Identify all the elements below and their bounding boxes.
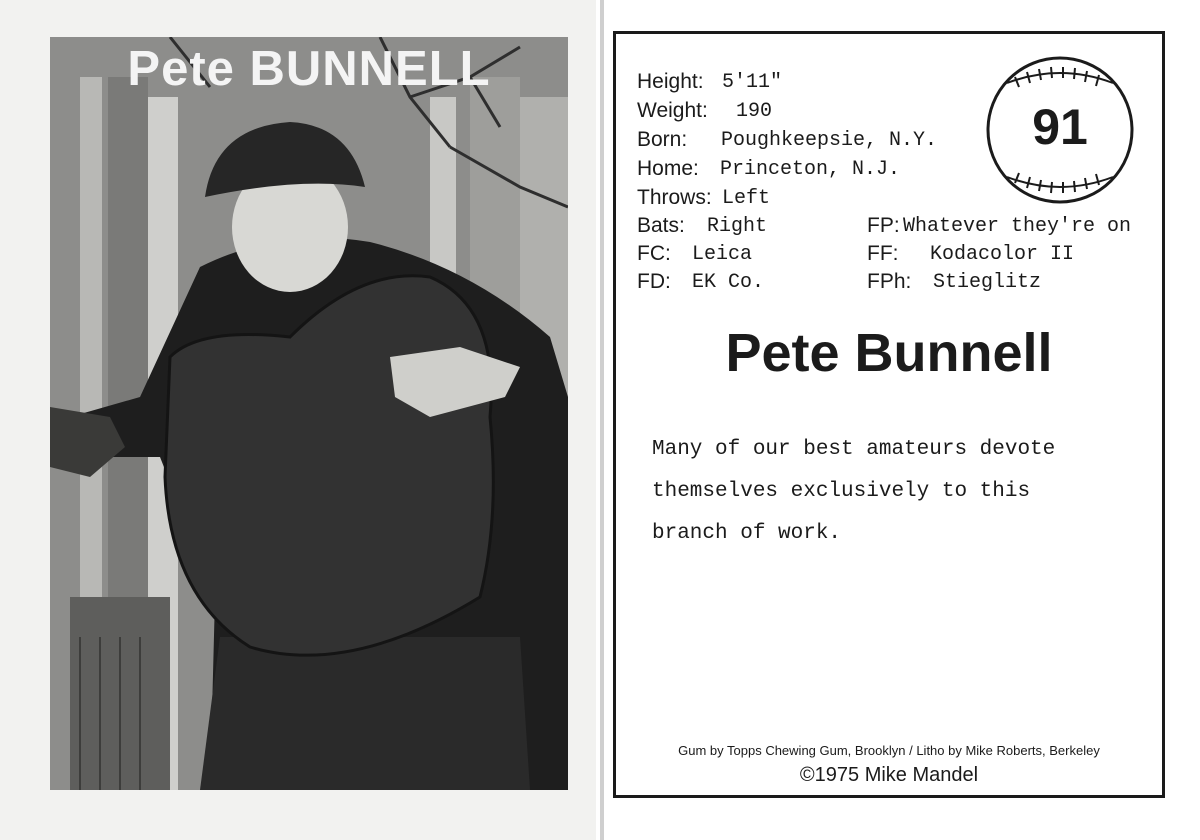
height-value: 5'11" [722, 71, 783, 94]
blurb-line-2: themselves exclusively to this [652, 480, 1031, 503]
fp-label: FP: [867, 214, 900, 237]
born-value: Poughkeepsie, N.Y. [721, 129, 938, 152]
card-number: 91 [1032, 99, 1088, 155]
home-label: Home: [637, 157, 699, 180]
credit-line: Gum by Topps Chewing Gum, Brooklyn / Litho by Mike Roberts, Berkeley [678, 743, 1100, 758]
player-photo [50, 37, 568, 790]
fd-value: EK Co. [692, 271, 765, 294]
weight-value: 190 [736, 100, 773, 123]
throws-label: Throws: [637, 186, 712, 209]
fc-value: Leica [692, 243, 753, 266]
photo-illustration [50, 37, 568, 790]
bats-label: Bats: [637, 214, 685, 237]
ff-value: Kodacolor II [930, 243, 1075, 266]
fp-value: Whatever they're on [903, 215, 1132, 238]
front-name: Pete BUNNELL [127, 42, 491, 96]
front-card [0, 0, 596, 840]
copyright-line: ©1975 Mike Mandel [799, 764, 979, 786]
blurb-line-1: Many of our best amateurs devote [652, 438, 1056, 461]
bats-value: Right [707, 215, 768, 238]
throws-value: Left [722, 187, 771, 210]
ff-label: FF: [867, 242, 899, 265]
blurb-line-3: branch of work. [652, 522, 842, 545]
fd-label: FD: [637, 270, 671, 293]
born-label: Born: [637, 128, 688, 151]
height-label: Height: [637, 70, 704, 93]
home-value: Princeton, N.J. [720, 158, 901, 181]
back-player-name: Pete Bunnell [725, 323, 1053, 383]
weight-label: Weight: [637, 99, 708, 122]
fc-label: FC: [637, 242, 671, 265]
fph-label: FPh: [867, 270, 912, 293]
fph-value: Stieglitz [933, 271, 1042, 294]
